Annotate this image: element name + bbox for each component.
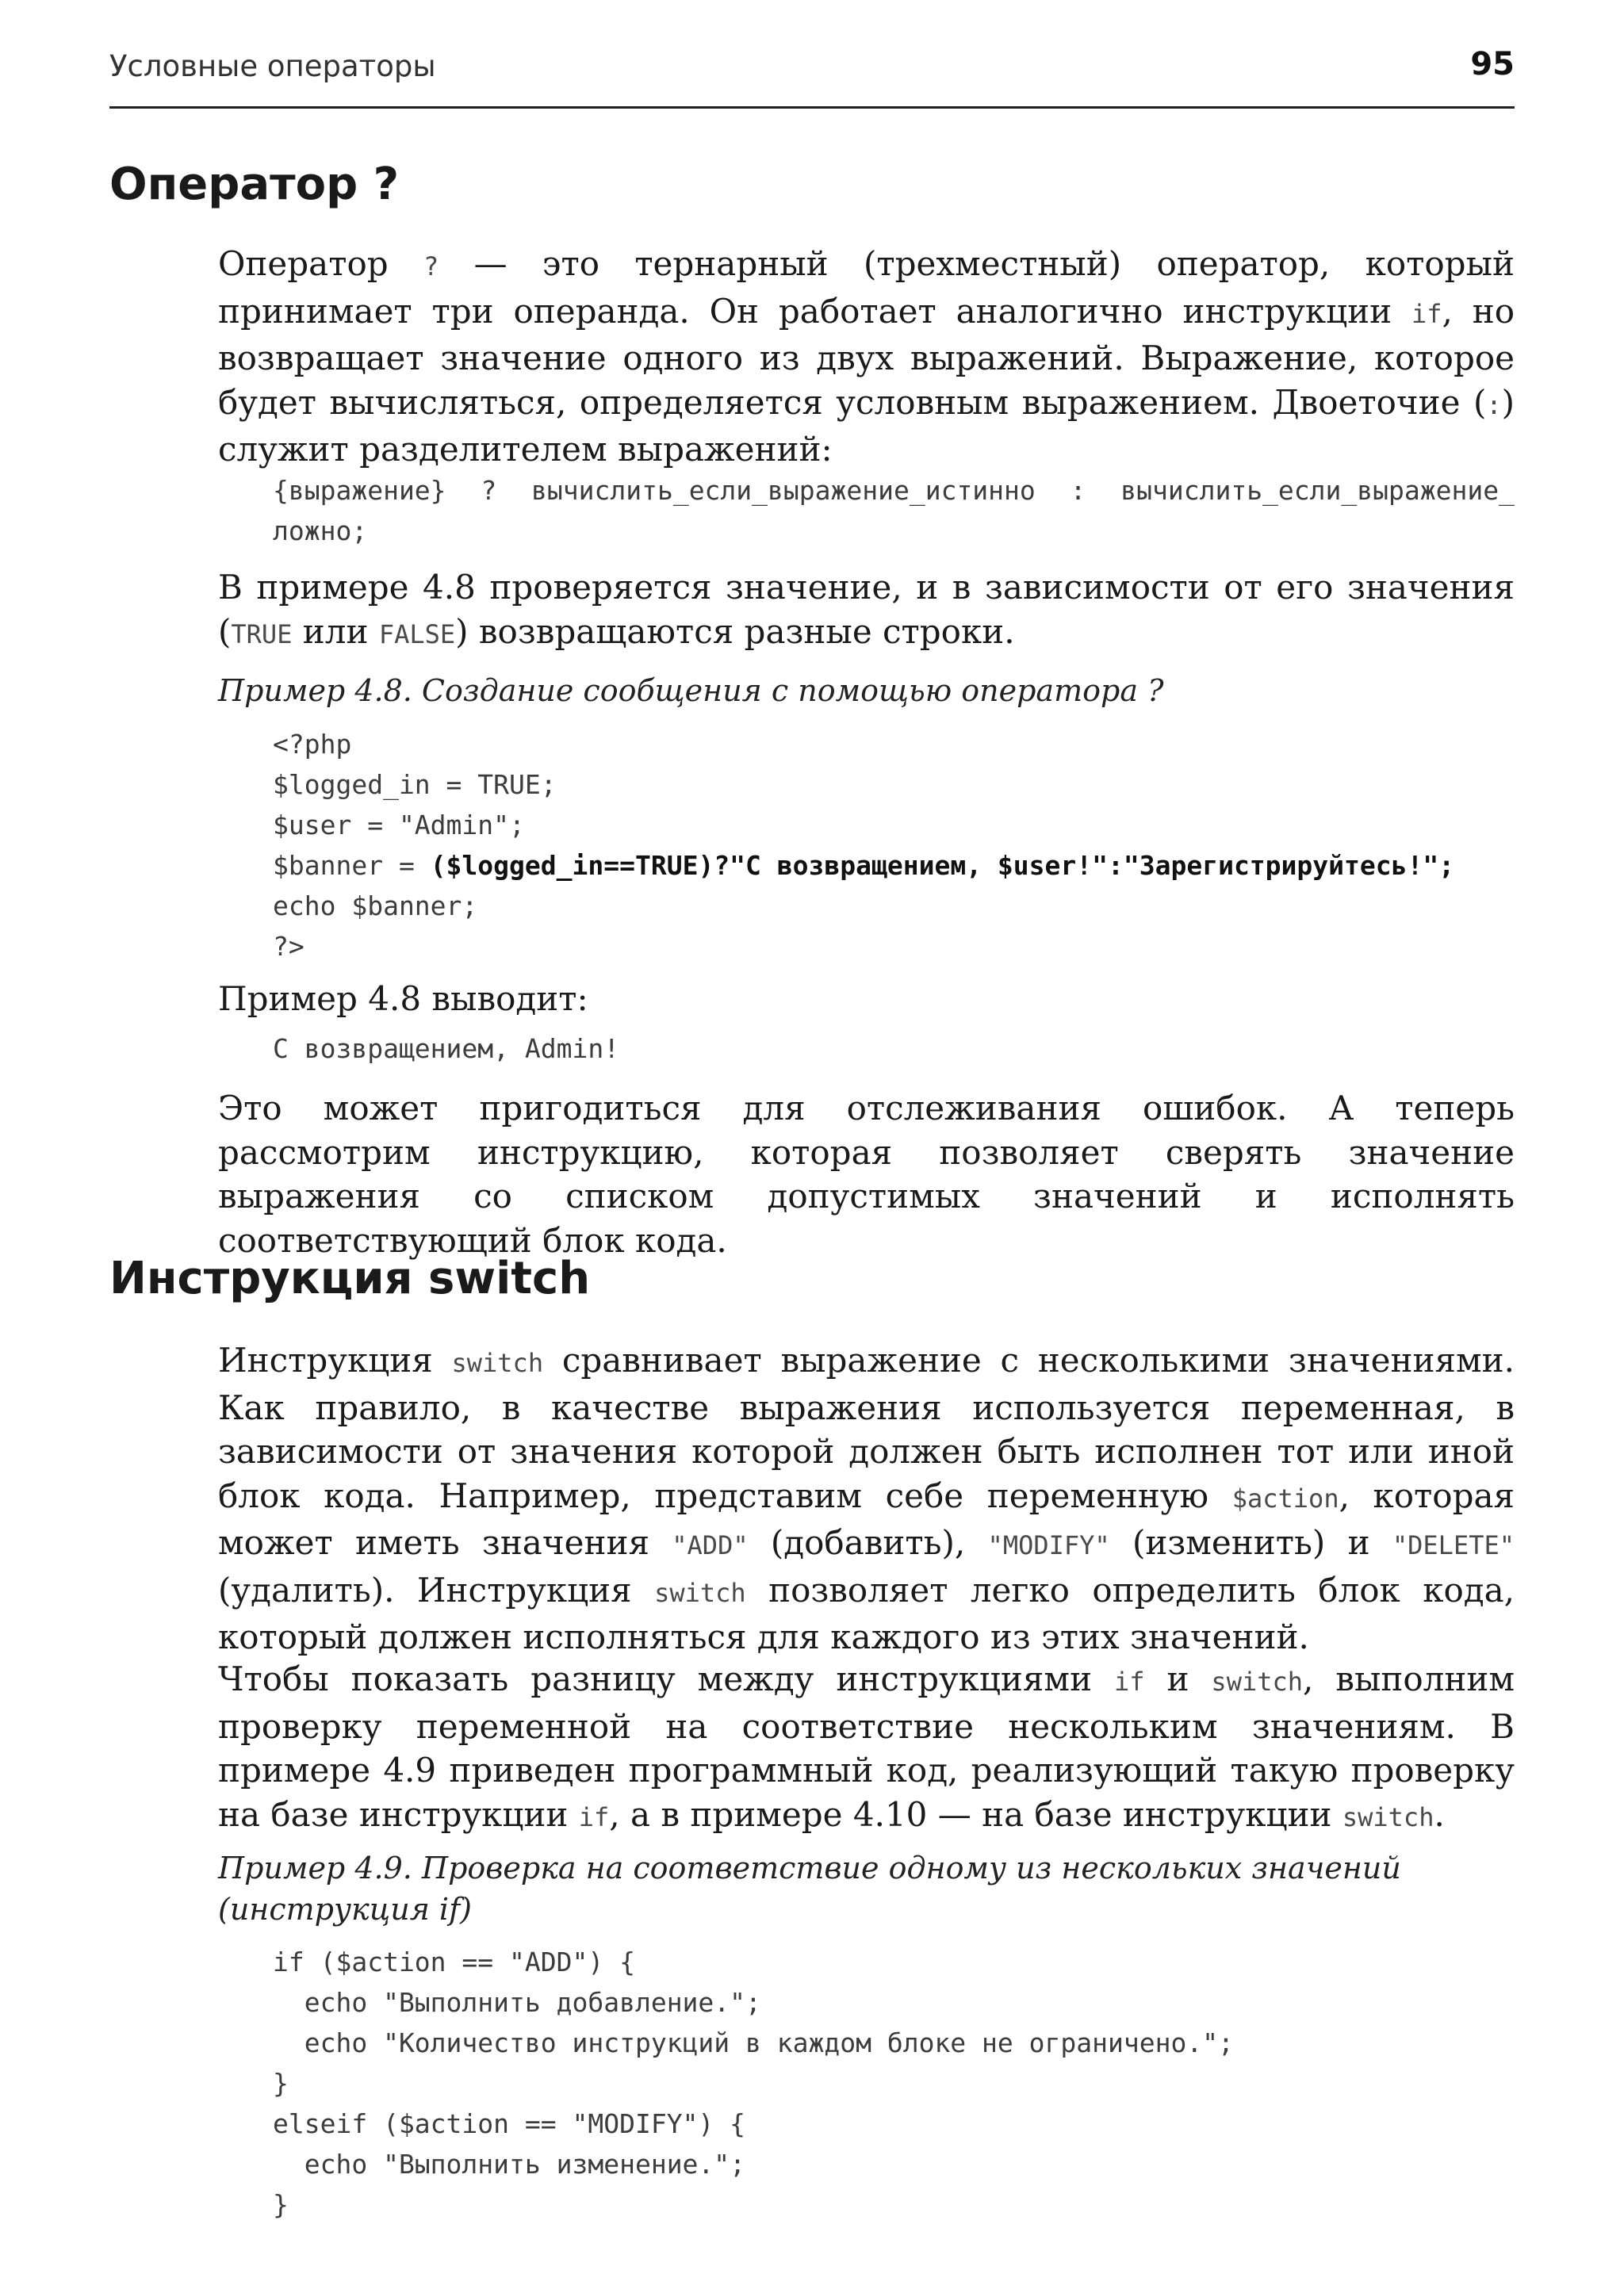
inline-code: switch: [1342, 1801, 1434, 1832]
code-line: echo "Выполнить добавление.";: [273, 1987, 761, 2018]
inline-code: if: [1114, 1667, 1145, 1697]
ternary-closing-paragraph: [218, 1086, 1515, 1262]
code-line: $logged_in = TRUE;: [273, 769, 557, 800]
inline-code: switch: [654, 1577, 746, 1608]
text-run: — это тернарный (трехместный) оператор, который принимает три операнда. Он работает аналогично инструкции: [218, 244, 1515, 331]
page-number: 95: [1470, 46, 1515, 82]
text-run: Инструкция: [218, 1341, 452, 1380]
code-line: echo "Выполнить изменение.";: [273, 2149, 746, 2180]
inline-code: if: [578, 1801, 610, 1832]
text-run: ) возвращаются разные строки.: [455, 611, 1015, 651]
example-4-9-caption-line-2: (инструкция if): [218, 1892, 472, 1927]
example-4-9-code: [273, 1942, 1529, 2225]
inline-code: "DELETE": [1392, 1530, 1515, 1560]
code-line: $banner =: [273, 850, 431, 881]
output-label-wrap: [218, 977, 1515, 1021]
switch-intro-paragraph: [218, 1338, 1515, 1660]
text-run: (добавить),: [748, 1523, 988, 1562]
inline-code: switch: [1211, 1667, 1304, 1697]
section-heading-switch: Инструкция switch: [109, 1253, 591, 1304]
text-run: позволяет легко определить блок кода, который должен исполняться для каждого из этих значений.: [218, 1570, 1515, 1656]
example-4-8-caption-wrap: [218, 670, 1515, 711]
code-line: if ($action == "ADD") {: [273, 1947, 635, 1977]
inline-code: FALSE: [378, 618, 456, 649]
text-run: , выполним проверку переменной на соответствие нескольким значениям. В примере 4.9 приведен программный код, реализующий такую проверку на базе инструкции: [218, 1660, 1515, 1834]
inline-code: $action: [1231, 1483, 1339, 1514]
text-run: Оператор: [218, 244, 423, 283]
text-run: .: [1434, 1794, 1445, 1834]
example-4-8-output-code: С возвращением, Admin!: [273, 1033, 620, 1064]
code-line: }: [273, 2068, 289, 2099]
code-line: elseif ($action == "MODIFY") {: [273, 2108, 746, 2139]
text-run: (удалить). Инструкция: [218, 1570, 655, 1610]
inline-code: "ADD": [672, 1530, 749, 1560]
example-4-9-caption-wrap: [218, 1847, 1515, 1930]
syntax-token: {выражение}: [273, 475, 446, 506]
code-line: echo "Количество инструкций в каждом блоке не ограничено.";: [273, 2027, 1234, 2058]
switch-comparison-paragraph: [218, 1657, 1515, 1839]
text-run: (изменить) и: [1109, 1523, 1392, 1562]
chapter-title: Условные операторы: [109, 49, 436, 83]
inline-code: "MODIFY": [987, 1530, 1110, 1560]
code-line: $user = "Admin";: [273, 810, 525, 840]
example-4-8-code: [273, 724, 1529, 967]
example-4-8-caption: Пример 4.8. Создание сообщения с помощью оператора ?: [218, 673, 1164, 708]
code-line: echo $banner;: [273, 890, 478, 921]
text-run: и: [1144, 1660, 1212, 1698]
text-run: , а в примере 4.10 — на базе инструкции: [609, 1794, 1342, 1834]
syntax-line-2: ложно;: [273, 515, 368, 546]
section-heading-ternary: Оператор ?: [109, 159, 400, 210]
text-run: , которая может иметь значения: [218, 1476, 1515, 1562]
inline-code: ?: [423, 251, 439, 281]
text-run: ) служит разделителем выражений:: [218, 382, 1515, 469]
inline-code: switch: [451, 1348, 544, 1378]
ternary-example-intro-paragraph: [218, 565, 1515, 657]
inline-code: TRUE: [231, 618, 293, 649]
inline-code: if: [1411, 298, 1442, 329]
paragraph-text: Это может пригодиться для отслеживания ошибок. А теперь рассмотрим инструкцию, которая позволяет сверять значение выражения со списком допустимых значений и исполнять соответствующий блок кода.: [218, 1089, 1515, 1260]
syntax-token: вычислить_если_выражение_истинно: [531, 475, 1036, 506]
text-run: сравнивает выражение с несколькими значениями. Как правило, в качестве выражения используется переменная, в зависимости от значения которой должен быть исполнен тот или иной блок кода. Например, представим себе переменную: [218, 1341, 1515, 1515]
example-4-9-caption-line-1: Пример 4.9. Проверка на соответствие одному из нескольких значений: [218, 1851, 1401, 1885]
syntax-token: вычислить_если_выражение_: [1120, 475, 1515, 506]
ternary-intro-paragraph: [218, 242, 1515, 472]
syntax-token: :: [1070, 475, 1086, 506]
inline-code: :: [1486, 389, 1502, 420]
code-line: }: [273, 2189, 289, 2220]
example-4-8-output-label: Пример 4.8 выводит:: [218, 979, 588, 1018]
text-run: или: [292, 611, 379, 651]
code-line: ?>: [273, 931, 304, 962]
text-run: , но возвращает значение одного из двух выражений. Выражение, которое будет вычисляться, определяется условным выражением. Двоеточие (: [218, 291, 1515, 422]
code-line-bold: ($logged_in==TRUE)?"С возвращением, $user!":"Зарегистрируйтесь!";: [430, 850, 1455, 881]
ternary-syntax-code: [273, 470, 1515, 551]
running-header: [109, 46, 1515, 109]
code-line: <?php: [273, 729, 352, 760]
text-run: Чтобы показать разницу между инструкциями: [218, 1660, 1115, 1698]
text-run: В примере 4.8 проверяется значение, и в зависимости от его значения (: [218, 568, 1515, 651]
syntax-token: ?: [481, 475, 497, 506]
